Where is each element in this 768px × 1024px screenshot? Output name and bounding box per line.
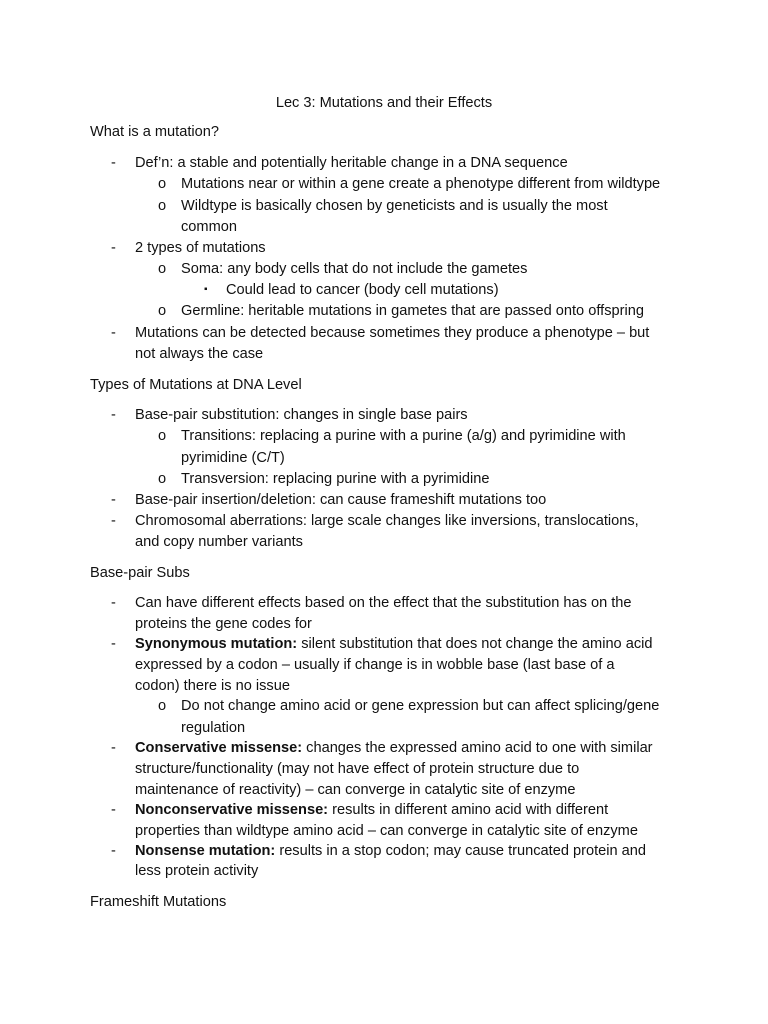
list-item-continued: common — [181, 219, 237, 235]
list-item-continued: expressed by a codon – usually if change is in wobble base (last base of a — [135, 657, 615, 673]
list-item: Base-pair substitution: changes in single base pairs — [135, 407, 468, 423]
section-heading: Frameshift Mutations — [90, 894, 227, 910]
dash-bullet: - — [111, 843, 116, 859]
list-item-continued: pyrimidine (C/T) — [181, 450, 285, 466]
dash-bullet: - — [111, 740, 116, 756]
list-item — [135, 841, 646, 861]
list-item-continued: not always the case — [135, 346, 264, 362]
dash-bullet: - — [111, 802, 116, 818]
list-item: Germline: heritable mutations in gametes that are passed onto offspring — [181, 303, 644, 319]
term-label: Nonsense mutation: — [135, 843, 276, 859]
term-definition: changes the expressed amino acid to one with similar — [302, 740, 653, 756]
circle-bullet: o — [158, 261, 167, 277]
term-definition: silent substitution that does not change the amino acid — [297, 636, 653, 652]
term-label: Conservative missense: — [135, 740, 303, 756]
list-item-continued: structure/functionality (may not have effect of protein structure due to — [135, 761, 580, 777]
list-item — [135, 800, 608, 820]
list-item: Chromosomal aberrations: large scale changes like inversions, translocations, — [135, 513, 639, 529]
term-label: Nonconservative missense: — [135, 802, 329, 818]
dash-bullet: - — [111, 595, 116, 611]
list-item: Transitions: replacing a purine with a purine (a/g) and pyrimidine with — [181, 428, 626, 444]
list-item-continued: regulation — [181, 720, 246, 736]
section-heading: What is a mutation? — [90, 124, 219, 140]
list-item-continued: codon) there is no issue — [135, 678, 290, 694]
list-item-continued: properties than wildtype amino acid – can converge in catalytic site of enzyme — [135, 823, 638, 839]
list-item: 2 types of mutations — [135, 240, 266, 256]
circle-bullet: o — [158, 198, 167, 214]
list-item: Do not change amino acid or gene expression but can affect splicing/gene — [181, 698, 660, 714]
list-item: Soma: any body cells that do not include the gametes — [181, 261, 528, 277]
circle-bullet: o — [158, 176, 167, 192]
list-item: Could lead to cancer (body cell mutations) — [226, 282, 499, 298]
section-heading: Base-pair Subs — [90, 565, 190, 581]
list-item — [135, 738, 653, 758]
circle-bullet: o — [158, 698, 167, 714]
list-item: Can have different effects based on the effect that the substitution has on the — [135, 595, 632, 611]
circle-bullet: o — [158, 303, 167, 319]
term-definition: results in a stop codon; may cause truncated protein and — [275, 843, 647, 859]
list-item: Def’n: a stable and potentially heritable change in a DNA sequence — [135, 155, 568, 171]
list-item-continued: and copy number variants — [135, 534, 303, 550]
term-label: Synonymous mutation: — [135, 636, 298, 652]
list-item-continued: proteins the gene codes for — [135, 616, 312, 632]
list-item: Mutations near or within a gene create a phenotype different from wildtype — [181, 176, 661, 192]
list-item: Wildtype is basically chosen by geneticists and is usually the most — [181, 198, 608, 214]
page-title: Lec 3: Mutations and their Effects — [275, 95, 493, 111]
section-heading: Types of Mutations at DNA Level — [90, 377, 302, 393]
list-item: Transversion: replacing purine with a pyrimidine — [181, 471, 490, 487]
dash-bullet: - — [111, 492, 116, 508]
term-definition: results in different amino acid with different — [328, 802, 609, 818]
dash-bullet: - — [111, 155, 116, 171]
dash-bullet: - — [111, 240, 116, 256]
list-item-continued: maintenance of reactivity) – can converge in catalytic site of enzyme — [135, 782, 576, 798]
dash-bullet: - — [111, 407, 116, 423]
list-item: Mutations can be detected because sometimes they produce a phenotype – but — [135, 325, 650, 341]
circle-bullet: o — [158, 428, 167, 444]
square-bullet: ▪ — [204, 284, 208, 295]
dash-bullet: - — [111, 636, 116, 652]
dash-bullet: - — [111, 325, 116, 341]
list-item: Base-pair insertion/deletion: can cause frameshift mutations too — [135, 492, 547, 508]
dash-bullet: - — [111, 513, 116, 529]
list-item — [135, 634, 653, 654]
circle-bullet: o — [158, 471, 167, 487]
list-item-continued: less protein activity — [135, 863, 259, 879]
